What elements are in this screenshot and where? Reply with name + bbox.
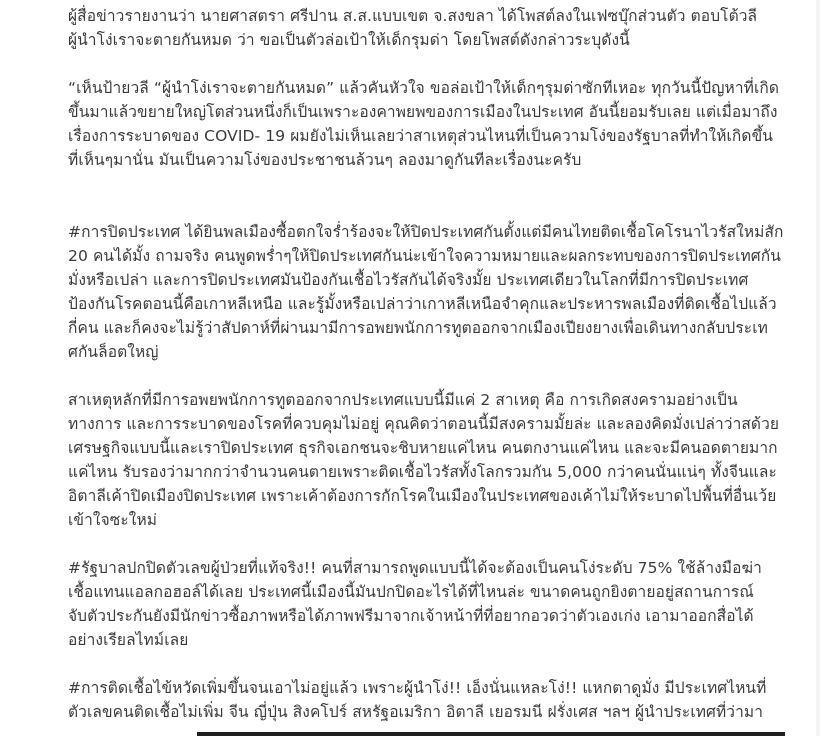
text-line: อย่างเรียลไทม์เลย <box>68 631 189 649</box>
text-line: 20 คนได้มั้ง ถามจริง คนพูดพร่ำๆให้ปิดประเทศกันน่ะเข้าใจความหมายและผลกระทบของการปิดประเทศกัน <box>68 247 781 265</box>
text-line: เชื้อแทนแอลกอฮอล์ได้เลย ประเทศนี้เมืองนี้มันปกปิดอะไรได้ที่ไหนล่ะ ขนาดคนถูกยิงตายอยู่สถานการณ์ <box>68 583 754 601</box>
text-line: “เห็นป้ายวลี “ผู้นำโง่เราจะตายกันหมด” แล้วคันหัวใจ ขอล่อเป้าให้เด็กๆรุมด่าซักทีเหอะ ทุกวันนี้ปัญหาที่เกิด <box>68 79 780 97</box>
paragraph-intro <box>68 4 757 52</box>
text-line: ตัวเลขคนติดเชื้อไม่เพิ่ม จีน ญี่ปุ่น สิงคโปร์ สหรัฐอเมริกา อิตาลี เยอรมนี ฝรั่งเศส ฯลฯ ผู้นำประเทศที่ว่ามา <box>68 703 764 721</box>
text-line: ทางการ และการระบาดของโรคที่ควบคุมไม่อยู่ คุณคิดว่าตอนนี้มีสงครามมั้ยล่ะ และลองคิดมั่งเปล่าว่าสด้วย <box>68 415 780 433</box>
text-line: เข้าใจซะใหม่ <box>68 511 158 529</box>
text-line: จับตัวประกันยังมีนักข่าวซื้อภาพหรือได้ภาพฟรีมาจากเจ้าหน้าที่ที่อยากอวดว่าตัวเองเก่ง เอามาออกสื่อได้ <box>68 607 754 625</box>
paragraph-diplomat-evacuation <box>68 388 779 532</box>
text-line: #รัฐบาลปกปิดตัวเลขผู้ป่วยที่แท้จริง!! คนที่สามารถพูดแบบนี้ได้จะต้องเป็นคนโง่ระดับ 75% ใช้ล้างมือฆ่า <box>68 559 762 577</box>
text-line: ผู้นำโง่เราจะตายกันหมด ว่า ขอเป็นตัวล่อเป้าให้เด็กรุมด่า โดยโพสต์ดังกล่าวระบุดังนี้ <box>68 31 630 49</box>
bottom-edge-bar <box>197 732 785 736</box>
paragraph-hidden-numbers <box>68 556 762 652</box>
text-line: อิตาลีเค้าปิดเมืองปิดประเทศ เพราะเค้าต้องการกักโรคในเมืองในประเทศของเค้าไม่ให้ระบาดไปพื้นที่อื่นเว้ย <box>68 487 777 505</box>
text-line: ป้องกันโรคตอนนี้คือเกาหลีเหนือ และรู้มั้งหรือเปล่าว่าเกาหลีเหนือจำคุกและประหารพลเมืองที่ติดเชื้อไปแล้ว <box>68 295 777 313</box>
text-line: ศกันล็อตใหญ่ <box>68 343 159 361</box>
text-line: ที่เห็นๆมานั่น มันเป็นความโง่ของประชาชนล้วนๆ ลองมาดูกันทีละเรื่องนะครับ <box>68 151 582 169</box>
paragraph-infection-rise <box>68 676 766 724</box>
text-line: ขึ้นมาแล้วขยายใหญ่โตส่วนหนึ่งก็เป็นเพราะองคาพยพของการเมืองในประเทศ อันนี้ยอมรับเลย แต่เมื่อมาถึง <box>68 103 778 121</box>
text-line: #การปิดประเทศ ได้ยินพลเมืองซื้อตกใจร่ำร้องจะให้ปิดประเทศกันตั้งแต่มีคนไทยติดเชื้อโคโรนาไวรัสใหม่สัก <box>68 223 784 241</box>
paragraph-country-closure <box>68 220 784 364</box>
text-line: เศรษฐกิจแบบนี้และเราปิดประเทศ ธุรกิจเอกชนจะชิบหายแค่ไหน คนตกงานแค่ไหน และจะมีคนอดตายมาก <box>68 439 778 457</box>
text-line: มั่งหรือเปล่า และการปิดประเทศมันป้องกันเชื้อไวรัสกันได้จริงมั้ย ประเทศเดียวในโลกที่มีการปิดประเทศ <box>68 271 749 289</box>
text-line: ผู้สื่อข่าวรายงานว่า นายศาสตรา ศรีปาน ส.ส.แบบเขต จ.สงขลา ได้โพสต์ลงในเฟซบุ๊กส่วนตัว ตอบโต้วลี <box>68 7 758 25</box>
text-line: เรื่องการระบาดของ COVID- 19 ผมยังไม่เห็นเลยว่าสาเหตุส่วนไหนที่เป็นความโง่ของรัฐบาลที่ทำให้เกิดขึ้น <box>68 127 773 145</box>
scrollbar-track[interactable] <box>816 0 820 736</box>
text-line: สาเหตุหลักที่มีการอพยพนักการทูตออกจากประเทศแบบนี้มีแค่ 2 สาเหตุ คือ การเกิดสงครามอย่างเป็น <box>68 391 738 409</box>
text-line: แค่ไหน รับรองว่ามากกว่าจำนวนคนตายเพราะติดเชื้อไวรัสทั้งโลกรวมกัน 5,000 กว่าคนนั่นแน่ๆ ทั้งจีนและ <box>68 463 777 481</box>
text-line: กี่คน และก็คงจะไม่รู้ว่าสัปดาห์ที่ผ่านมามีการอพยพนักการทูตออกจากเมืองเปียงยางเพื่อเดินทางกลับประเท <box>68 319 768 337</box>
text-line: #การติดเชื้อไข้หวัดเพิ่มขึ้นจนเอาไม่อยู่แล้ว เพราะผู้นำโง่!! เอ็งนั่นแหละโง่!! แหกตาดูมั่ง มีประเทศไหนที่ <box>68 679 767 697</box>
paragraph-quote-opening <box>68 76 779 172</box>
